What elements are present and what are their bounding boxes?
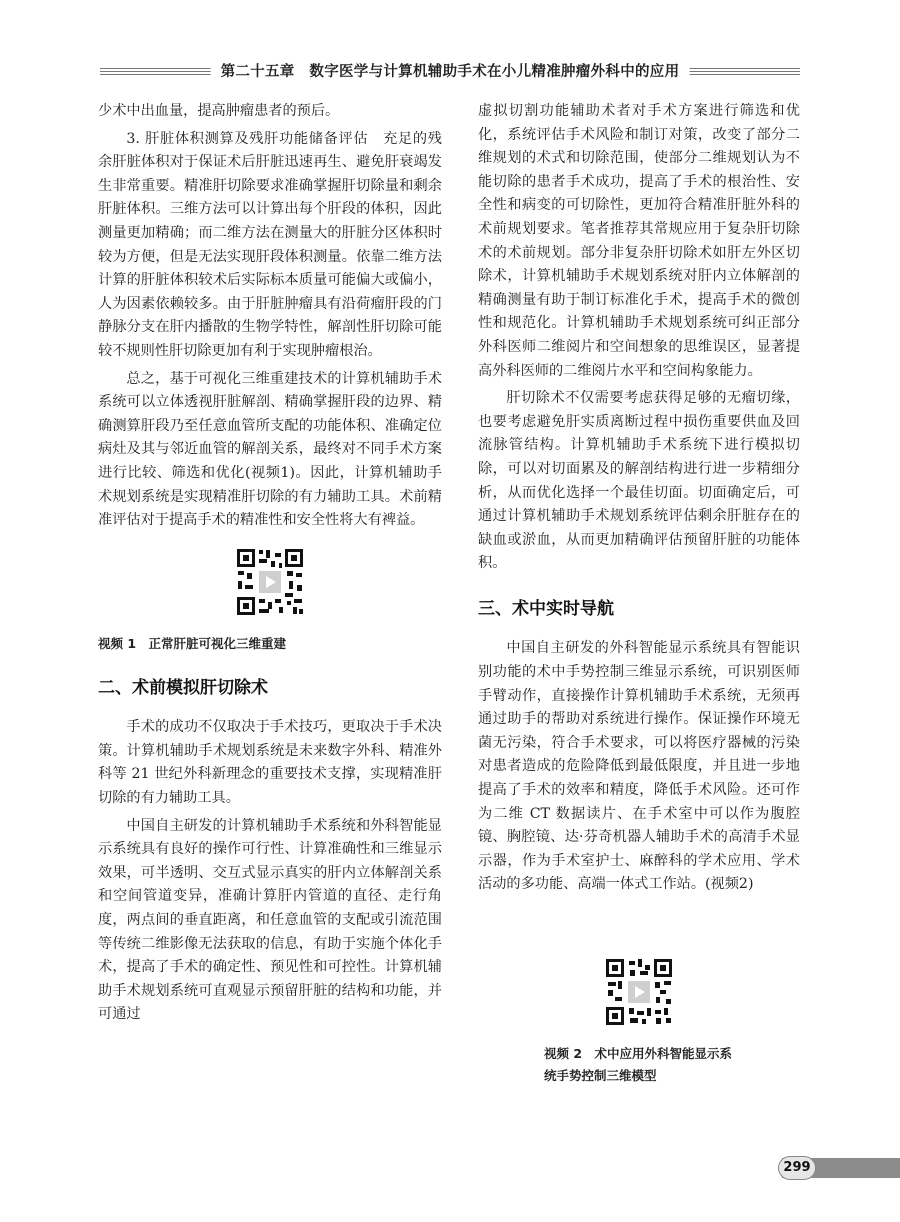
page-number: 299 [778, 1156, 816, 1180]
paragraph: 少术中出血量，提高肿瘤患者的预后。 [98, 103, 340, 119]
paragraph: 中国自主研发的计算机辅助手术系统和外科智能显示系统具有良好的操作可行性、计算准确性和三维显示效果，可半透明、交互式显示真实的肝内立体解剖关系和空间管道变异，准确计算肝内管道的直径、走行角度，两点间的垂直距离，和任意血管的支配或引流范围等传统二维影像无法获取的信息，有助于实施个体化手术，提高了手术的确定性、预见性和可控性。计算机辅助手术规划系统可直观显示预留肝脏的结构和功能，并可通过 [98, 817, 442, 1023]
video1-caption: 视频 1 正常肝脏可视化三维重建 [98, 635, 287, 651]
chapter-title: 第二十五章 数字医学与计算机辅助手术在小儿精准肿瘤外科中的应用 [211, 60, 690, 81]
paragraph: 肝切除术不仅需要考虑获得足够的无瘤切缘，也要考虑避免肝实质离断过程中损伤重要供血及回流脉管结构。计算机辅助手术系统下进行模拟切除，可以对切面累及的解剖结构进行进一步精细分析，从而优化选择一个最佳切面。切面确定后，可通过计算机辅助手术规划系统评估剩余肝脏存在的缺血或淤血，从而更加精确评估预留肝脏的功能体积。 [478, 390, 800, 572]
video1-figure [98, 547, 442, 655]
left-column [98, 100, 442, 1031]
qr-code-icon[interactable] [604, 957, 674, 1027]
page-number-tab [782, 1158, 900, 1178]
running-header [100, 62, 800, 88]
paragraph: 中国自主研发的外科智能显示系统具有智能识别功能的术中手势控制三维显示系统，可识别医师手臂动作，直接操作计算机辅助手术系统，无须再通过助手的帮助对系统进行操作。保证操作环境无菌无污染，符合手术要求，可以将医疗器械的污染对患者造成的危险降低到最低限度，并且进一步地提高了手术的效率和精度，降低手术风险。还可作为二维 CT 数据读片、在手术室中可以作为腹腔镜、胸腔镜、达·芬奇机器人辅助手术的高清手术显示器，作为手术室护士、麻醉科的学术应用、学术活动的多功能、高端一体式工作站。(视频2) [478, 640, 800, 893]
section3-title: 三、术中实时导航 [478, 598, 614, 619]
section2-title: 二、术前模拟肝切除术 [98, 677, 268, 698]
paragraph: 手术的成功不仅取决于手术技巧，更取决于手术决策。计算机辅助手术规划系统是未来数字外科、精准外科等 21 世纪外科新理念的重要技术支撑，实现精准肝切除的有力辅助工具。 [98, 719, 442, 807]
paragraph: 3. 肝脏体积测算及残肝功能储备评估 充足的残余肝脏体积对于保证术后肝脏迅速再生、避免肝衰竭发生非常重要。精准肝切除要求准确掌握肝切除量和剩余肝脏体积。三维方法可以计算出每个肝段的体积，因此测量更加精确；而二维方法在测量大的肝脏分区体积时较为方便，但是无法实现肝段体积测量。依靠二维方法计算的肝脏体积较术后实际标本质量可能偏大或偏小，人为因素依赖较多。由于肝脏肿瘤具有沿荷瘤肝段的门静脉分支在肝内播散的生物学特性，解剖性肝切除可能较不规则性肝切除更加有利于实现肿瘤根治。 [98, 130, 442, 359]
paragraph: 总之，基于可视化三维重建技术的计算机辅助手术系统可以立体透视肝脏解剖、精确掌握肝段的边界、精确测算肝段乃至任意血管所支配的功能体积、准确定位病灶及其与邻近血管的解剖关系，最终对不同手术方案进行比较、筛选和优化(视频1)。因此，计算机辅助手术规划系统是实现精准肝切除的有力辅助工具。术前精准评估对于提高手术的精准性和安全性将大有裨益。 [98, 370, 442, 529]
video2-figure [544, 957, 734, 1087]
video2-caption: 视频 2 术中应用外科智能显示系统手势控制三维模型 [544, 1046, 733, 1083]
qr-code-icon[interactable] [235, 547, 305, 617]
right-column [478, 100, 800, 1095]
paragraph: 虚拟切割功能辅助术者对手术方案进行筛选和优化，系统评估手术风险和制订对策，改变了部分二维规划的术式和切除范围，使部分二维规划认为不能切除的患者手术成功，提高了手术的根治性、安全性和病变的可切除性，更加符合精准肝脏外科的术前规划要求。笔者推荐其常规应用于复杂肝切除术的术前规划。部分非复杂肝切除术如肝左外区切除术，计算机辅助手术规划系统对肝内立体解剖的精确测量有助于制订标准化手术，提高手术的微创性和规范化。计算机辅助手术规划系统可纠正部分外科医师二维阅片和空间想象的思维误区，显著提高外科医师的二维阅片水平和空间构象能力。 [478, 103, 800, 379]
